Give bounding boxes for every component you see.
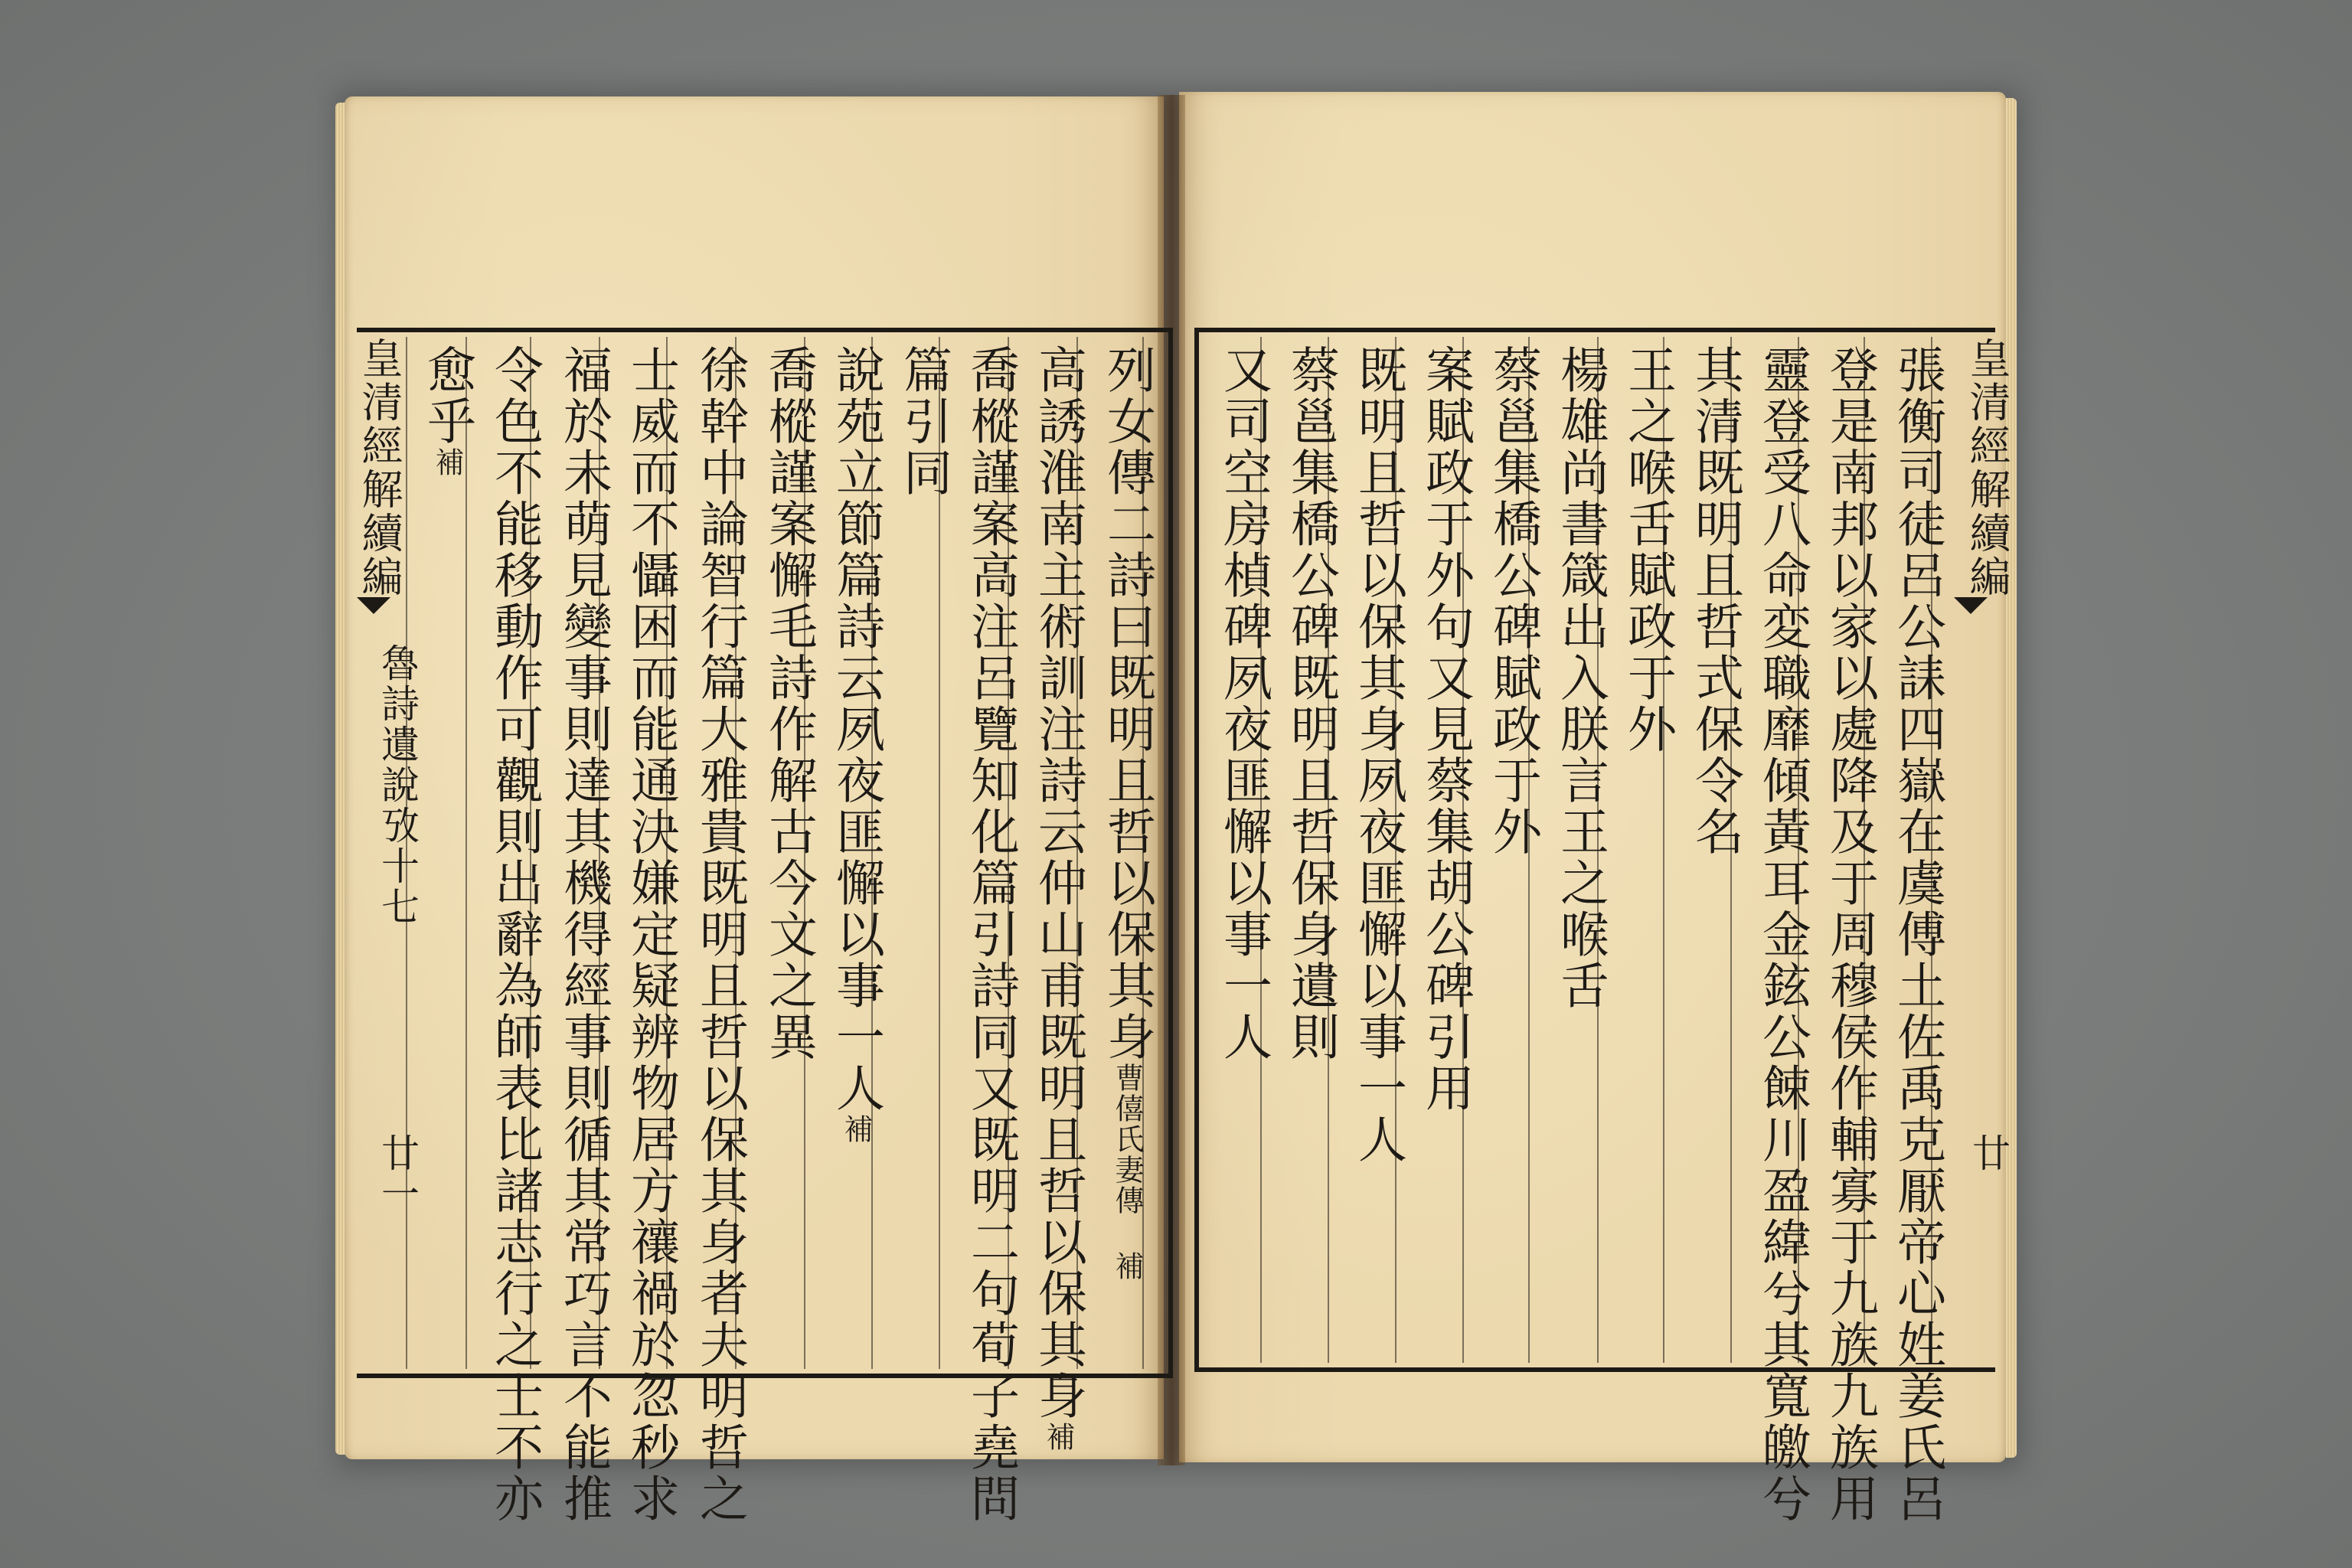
left-col-11 — [415, 345, 473, 478]
col-text: 蔡邕集橋公碑既明且哲保身遺則 — [1282, 345, 1339, 1063]
left-margin-section: 魯詩遺說攷十七 — [375, 643, 420, 927]
left-col-8 — [619, 345, 677, 1524]
fishtail-mark — [357, 597, 390, 614]
left-margin-title: 皇清經解續編 — [355, 337, 403, 599]
col-text: 楊雄尚書箴出入朕言王之喉舌 — [1552, 345, 1609, 1011]
left-col-5 — [824, 345, 882, 1145]
col-text: 又司空房楨碑夙夜匪懈以事一人 — [1215, 345, 1272, 1063]
col-text: 喬樅謹案高注呂覽知化篇引詩同又既明二句荀子堯問 — [962, 345, 1019, 1524]
right-col-10 — [1279, 345, 1337, 1063]
col-text: 篇引同 — [895, 345, 952, 498]
col-text: 士威而不懾困而能通決嫌定疑辨物居方禳禍於忽秒求 — [622, 345, 679, 1524]
right-col-4 — [1683, 345, 1741, 858]
left-col-7 — [688, 345, 746, 1524]
col-text: 說苑立節篇詩云夙夜匪懈以事一人 — [828, 345, 884, 1114]
col-text: 徐幹中論智行篇大雅貴既明且哲以保其身者夫明哲之 — [691, 345, 748, 1524]
left-col-10 — [482, 345, 541, 1524]
left-col-6 — [756, 345, 815, 1063]
col-note: 曹僖氏妻傳 補 — [1110, 1063, 1144, 1282]
col-text: 案賦政于外句又見蔡集胡公碑引用 — [1417, 345, 1474, 1114]
right-col-8 — [1413, 345, 1472, 1114]
left-col-3 — [959, 345, 1017, 1524]
right-col-5 — [1615, 345, 1674, 755]
right-margin-title: 皇清經解續編 — [1963, 337, 2011, 599]
col-text: 登是南邦以家以處降及于周穆侯作輔寡于九族九族用 — [1821, 345, 1878, 1524]
col-text: 蔡邕集橋公碑賦政于外 — [1485, 345, 1541, 858]
col-text: 福於未萌見變事則達其機得經事則循其常巧言不能推 — [555, 345, 612, 1524]
col-text: 高誘淮南主術訓注詩云仲山甫既明且哲以保其身 — [1030, 345, 1086, 1422]
right-col-7 — [1481, 345, 1539, 858]
fishtail-mark — [1954, 597, 1988, 614]
col-text: 列女傳二詩曰既明且哲以保其身 — [1099, 345, 1155, 1063]
left-margin-leaf: 廿一 — [375, 1133, 420, 1214]
right-col-6 — [1548, 345, 1609, 1011]
col-text: 王之喉舌賦政于外 — [1619, 345, 1676, 755]
col-text: 張衡司徒呂公誄四嶽在虞傅土佐禹克厭帝心姓姜氏呂 — [1889, 345, 1945, 1524]
right-page-edge — [2006, 98, 2017, 1458]
col-note: 補 — [1041, 1422, 1075, 1452]
col-text: 其清既明且哲式保令名 — [1687, 345, 1743, 858]
left-col-9 — [551, 345, 612, 1524]
right-col-1 — [1885, 345, 1943, 1524]
left-col-2 — [1026, 345, 1084, 1452]
right-col-3 — [1750, 345, 1811, 1524]
col-note: 補 — [839, 1114, 873, 1145]
left-col-4 — [891, 345, 952, 498]
col-text: 喬樅謹案懈毛詩作解古今文之異 — [760, 345, 817, 1063]
right-col-11 — [1211, 345, 1272, 1063]
col-text: 靈登受八命変職靡傾黃耳金鉉公餗川盈緯兮其寬皦兮 — [1754, 345, 1811, 1524]
col-text: 愈乎 — [419, 345, 475, 447]
col-text: 令色不能移動作可觀則出辭為師表比諸志行之士不亦 — [486, 345, 543, 1524]
right-col-2 — [1818, 345, 1876, 1524]
right-margin-leaf: 廿 — [1966, 1133, 2011, 1174]
left-col-1 — [1095, 345, 1153, 1282]
col-text: 既明且哲以保其身夙夜匪懈以事一人 — [1350, 345, 1406, 1165]
col-note: 補 — [430, 447, 464, 478]
right-col-9 — [1346, 345, 1404, 1165]
